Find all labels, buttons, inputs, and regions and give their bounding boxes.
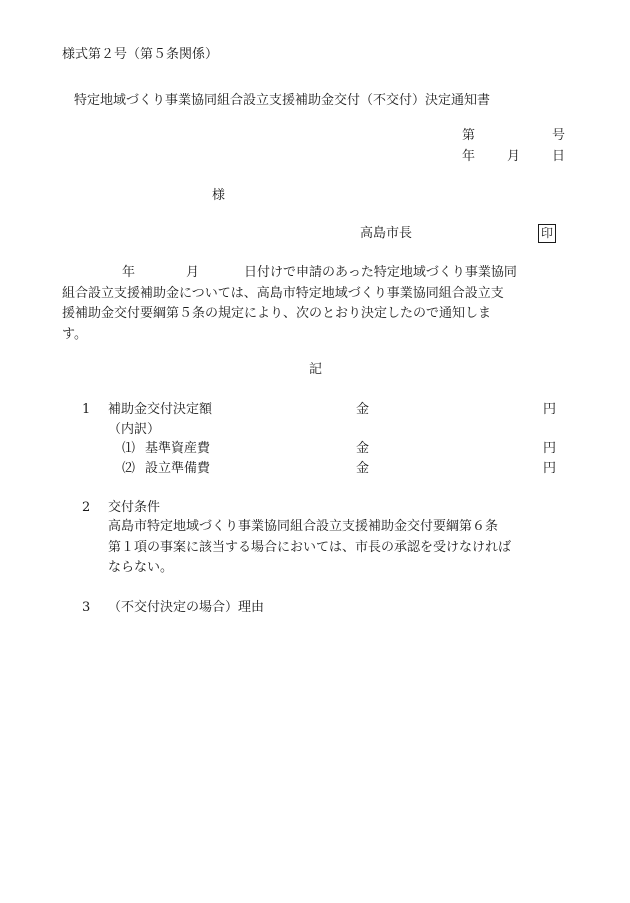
notice-body-line-2: 組合設立支援補助金については、高島市特定地域づくり事業協同組合設立支 xyxy=(62,285,504,301)
item3-number: 3 xyxy=(82,600,91,615)
item1-kin: 金 xyxy=(356,402,370,417)
item2-line-2: 第１項の事案に該当する場合においては、市長の承認を受けなければ xyxy=(108,539,512,555)
item1-yen: 円 xyxy=(543,402,557,417)
notice-body xyxy=(62,263,572,345)
document-title: 特定地域づくり事業協同組合設立支援補助金交付（不交付）決定通知書 xyxy=(74,93,491,108)
doc-date-day: 日 xyxy=(552,149,566,164)
sub2-label: 設立準備費 xyxy=(145,461,211,476)
seal-mark: 印 xyxy=(538,224,556,243)
doc-date-year: 年 xyxy=(462,149,476,164)
issuer-name: 高島市長 xyxy=(360,226,413,241)
ki-heading: 記 xyxy=(309,362,323,377)
notice-body-line-3: 援補助金交付要綱第５条の規定により、次のとおり決定したので通知しま xyxy=(62,306,492,321)
item1-label: 補助金交付決定額 xyxy=(108,402,213,417)
sub1-kin: 金 xyxy=(356,441,370,456)
doc-date-month: 月 xyxy=(507,149,521,164)
body-year: 年 xyxy=(122,265,136,280)
doc-number-suffix: 号 xyxy=(552,128,566,143)
doc-number-prefix: 第 xyxy=(462,128,476,143)
item1-number: 1 xyxy=(82,402,91,417)
addressee: 様 xyxy=(212,188,226,203)
sub1-label: 基準資産費 xyxy=(145,441,211,456)
sub1-yen: 円 xyxy=(543,441,557,456)
item2-text xyxy=(108,517,578,579)
body-rest: 日付けで申請のあった特定地域づくり事業協同 xyxy=(244,265,517,280)
sub2-kin: 金 xyxy=(356,461,370,476)
item2-number: 2 xyxy=(82,500,91,515)
breakdown-label: （内訳） xyxy=(108,422,161,437)
sub2-number: ⑵ xyxy=(122,461,136,476)
sub1-number: ⑴ xyxy=(122,441,136,456)
notice-body-line-4: す。 xyxy=(62,326,87,342)
notice-body-line-1 xyxy=(62,263,572,284)
item2-label: 交付条件 xyxy=(108,500,161,515)
body-month: 月 xyxy=(186,265,200,280)
item3-label: （不交付決定の場合）理由 xyxy=(108,600,265,615)
form-label: 様式第２号（第５条関係） xyxy=(62,47,219,62)
item2-line-3: ならない。 xyxy=(108,560,174,575)
item2-line-1: 高島市特定地域づくり事業協同組合設立支援補助金交付要綱第６条 xyxy=(108,519,499,534)
sub2-yen: 円 xyxy=(543,461,557,476)
